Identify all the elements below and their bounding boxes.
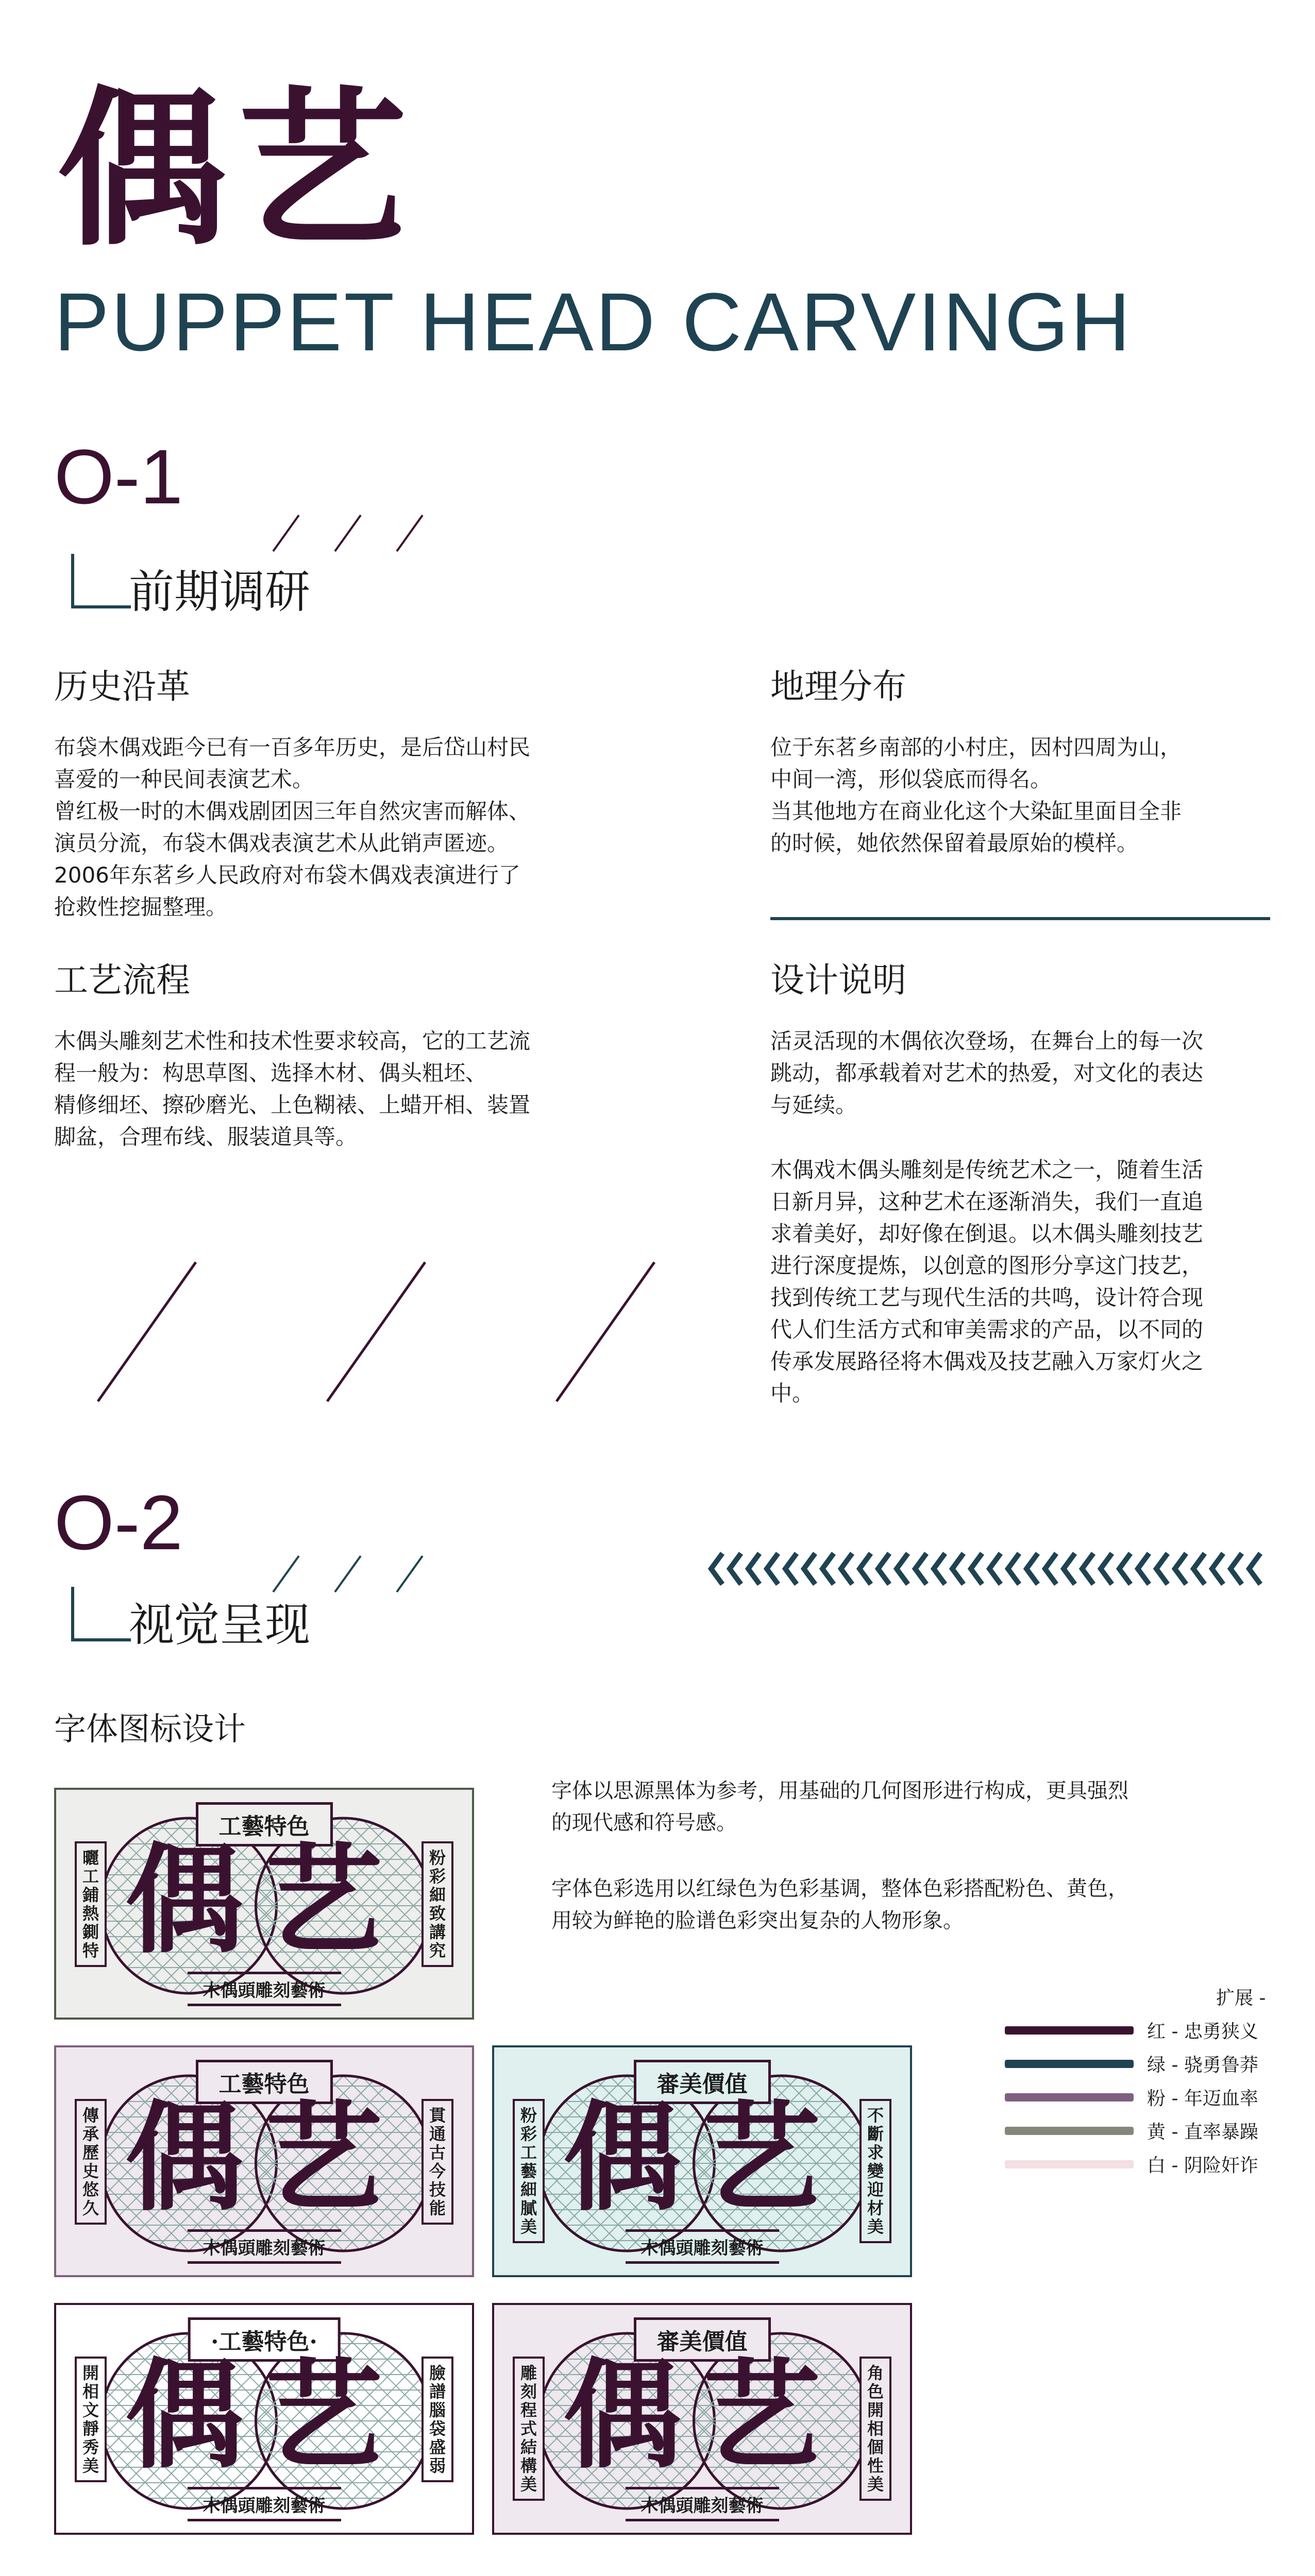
legend-swatch bbox=[1005, 2026, 1134, 2035]
logo-card bbox=[54, 2303, 474, 2535]
chevron-left-icon bbox=[1064, 1553, 1075, 1584]
legend-swatch bbox=[1005, 2060, 1134, 2068]
chevron-left-icon bbox=[1101, 1553, 1112, 1584]
main-title-cn: 偶艺 bbox=[57, 71, 417, 269]
legend-label: 粉 - 年迈血率 bbox=[1147, 2088, 1258, 2109]
section1-number: O-1 bbox=[54, 433, 183, 520]
legend-item-red bbox=[1005, 2017, 1258, 2043]
chevron-left-icon bbox=[1082, 1553, 1093, 1584]
card-bottom-banner: 木偶頭雕刻藝術 bbox=[188, 2487, 341, 2521]
chevron-left-icon bbox=[1156, 1553, 1168, 1584]
chevron-left-icon bbox=[1175, 1553, 1186, 1584]
chevron-left-icon bbox=[1008, 1553, 1019, 1584]
legend-swatch bbox=[1005, 2093, 1134, 2102]
section2-title: 视觉呈现 bbox=[129, 1598, 311, 1651]
card-right-plaque: 臉譜腦袋盛弱 bbox=[422, 2357, 453, 2482]
geography-line: 位于东茗乡南部的小村庄，因村四周为山， bbox=[770, 735, 1182, 760]
card-right-plaque: 角色開相個性美 bbox=[859, 2357, 891, 2501]
legend-item-yellow bbox=[1005, 2117, 1258, 2144]
legend-item-pink bbox=[1005, 2084, 1258, 2110]
chevron-left-icon bbox=[989, 1553, 1001, 1584]
legend-label: 黄 - 直率暴躁 bbox=[1147, 2122, 1258, 2143]
chevron-left-icon bbox=[897, 1553, 908, 1584]
card-bottom-banner: 木偶頭雕刻藝術 bbox=[626, 2229, 779, 2264]
card-top-banner: 審美價值 bbox=[634, 2060, 771, 2104]
history-line: 演员分流，布袋木偶戏表演艺术从此销声匿迹。 bbox=[54, 831, 509, 856]
font-desc-line: 用较为鲜艳的脸谱色彩突出复杂的人物形象。 bbox=[551, 1909, 964, 1933]
geography-heading: 地理分布 bbox=[770, 667, 906, 706]
chevron-row-decor bbox=[696, 1548, 1273, 1589]
process-text bbox=[54, 1025, 724, 1153]
chevron-left-icon bbox=[1138, 1553, 1149, 1584]
chevron-left-icon bbox=[804, 1553, 815, 1584]
logo-card bbox=[54, 2045, 474, 2277]
font-desc-b bbox=[551, 1873, 1283, 1937]
font-desc-a bbox=[551, 1775, 1283, 1839]
geography-line: 的时候，她依然保留着最原始的模样。 bbox=[770, 831, 1139, 856]
process-line: 程一般为：构思草图、选择木材、偶头粗坯、 bbox=[54, 1060, 487, 1086]
legend-item-green bbox=[1005, 2050, 1258, 2077]
chevron-left-icon bbox=[730, 1553, 741, 1584]
logo-card bbox=[54, 1788, 474, 2020]
design-line: 进行深度提炼，以创意的图形分享这门技艺， bbox=[770, 1253, 1204, 1278]
section2-subheading: 字体图标设计 bbox=[54, 1710, 246, 1748]
chevron-left-icon bbox=[785, 1553, 797, 1584]
section2-bracket bbox=[71, 1587, 131, 1641]
design-line: 求着美好，却好像在倒退。以木偶头雕刻技艺 bbox=[770, 1221, 1204, 1246]
card-top-banner: 工藝特色 bbox=[196, 1802, 333, 1846]
chevron-left-icon bbox=[971, 1553, 982, 1584]
design-heading: 设计说明 bbox=[770, 960, 906, 1000]
chevron-left-icon bbox=[841, 1553, 852, 1584]
font-desc-line: 字体色彩选用以红绿色为色彩基调，整体色彩搭配粉色、黄色， bbox=[551, 1877, 1128, 1901]
card-right-plaque: 粉彩細致講究 bbox=[422, 1841, 453, 1967]
chevron-left-icon bbox=[748, 1553, 760, 1584]
design-line: 日新月异，这种艺术在逐渐消失，我们一直追 bbox=[770, 1189, 1204, 1214]
card-top-banner: 工藝特色 bbox=[196, 2060, 333, 2104]
section2-number: O-2 bbox=[54, 1479, 183, 1566]
card-left-plaque: 粉彩工藝細膩美 bbox=[513, 2099, 545, 2243]
design-text-a bbox=[770, 1025, 1296, 1121]
chevron-left-icon bbox=[1045, 1553, 1056, 1584]
design-line: 跳动，都承载着对艺术的热爱，对文化的表达 bbox=[770, 1060, 1204, 1086]
card-logo-glyphs: 偶艺 bbox=[563, 2090, 841, 2228]
card-logo-glyphs: 偶艺 bbox=[125, 1832, 403, 1970]
design-line: 找到传统工艺与现代生活的共鸣，设计符合现 bbox=[770, 1285, 1204, 1310]
legend-label: 红 - 忠勇狭义 bbox=[1147, 2021, 1258, 2042]
chevron-left-icon bbox=[1193, 1553, 1205, 1584]
legend-label: 白 - 阴险奸诈 bbox=[1147, 2155, 1258, 2176]
history-line: 布袋木偶戏距今已有一百多年历史，是后岱山村民 bbox=[54, 735, 531, 760]
chevron-left-icon bbox=[1026, 1553, 1038, 1584]
process-heading: 工艺流程 bbox=[54, 960, 190, 1000]
chevron-left-icon bbox=[767, 1553, 778, 1584]
history-line: 曾红极一时的木偶戏剧团因三年自然灾害而解体、 bbox=[54, 799, 531, 824]
card-left-plaque: 雕刻程式結構美 bbox=[513, 2357, 545, 2501]
geography-line: 中间一湾，形似袋底而得名。 bbox=[770, 767, 1052, 792]
history-line: 2006年东茗乡人民政府对布袋木偶戏表演进行了 bbox=[54, 862, 520, 888]
card-left-plaque: 傳承歷史悠久 bbox=[75, 2099, 107, 2225]
card-right-plaque: 不斷求變迎材美 bbox=[859, 2099, 891, 2243]
card-logo-glyphs: 偶艺 bbox=[563, 2347, 841, 2485]
section2-slash-decor bbox=[268, 1551, 433, 1597]
card-bottom-banner: 木偶頭雕刻藝術 bbox=[626, 2487, 779, 2521]
design-line: 中。 bbox=[770, 1381, 814, 1406]
card-left-plaque: 曬工鋪熱鍘特 bbox=[75, 1841, 107, 1967]
history-heading: 历史沿革 bbox=[54, 667, 190, 706]
legend-label: 绿 - 骁勇鲁莽 bbox=[1147, 2055, 1258, 2076]
card-top-banner: ·工藝特色· bbox=[188, 2317, 341, 2362]
chevron-left-icon bbox=[878, 1553, 889, 1584]
section1-slash-decor bbox=[268, 510, 433, 556]
design-line: 传承发展路径将木偶戏及技艺融入万家灯火之 bbox=[770, 1349, 1204, 1374]
logo-card bbox=[492, 2303, 912, 2535]
process-line: 木偶头雕刻艺术性和技术性要求较高，它的工艺流 bbox=[54, 1028, 531, 1054]
history-line: 抢救性挖掘整理。 bbox=[54, 894, 228, 920]
process-line: 精修细坯、擦砂磨光、上色糊裱、上蜡开相、装置 bbox=[54, 1092, 531, 1117]
chevron-left-icon bbox=[1119, 1553, 1131, 1584]
geography-text bbox=[770, 732, 1296, 859]
legend-swatch bbox=[1005, 2127, 1134, 2135]
design-line: 活灵活现的木偶依次登场，在舞台上的每一次 bbox=[770, 1028, 1204, 1054]
card-bottom-banner: 木偶頭雕刻藝術 bbox=[188, 2229, 341, 2264]
section-divider bbox=[770, 917, 1270, 920]
chevron-left-icon bbox=[711, 1553, 722, 1584]
chevron-left-icon bbox=[859, 1553, 871, 1584]
chevron-left-icon bbox=[952, 1553, 964, 1584]
design-line: 代人们生活方式和审美需求的产品，以不同的 bbox=[770, 1317, 1204, 1342]
card-bottom-banner: 木偶頭雕刻藝術 bbox=[188, 1972, 341, 2006]
card-right-plaque: 貫通古今技能 bbox=[422, 2099, 453, 2225]
card-logo-glyphs: 偶艺 bbox=[125, 2347, 403, 2485]
card-left-plaque: 開相文靜秀美 bbox=[75, 2357, 107, 2482]
font-desc-line: 的现代感和符号感。 bbox=[551, 1811, 737, 1835]
section1-title: 前期调研 bbox=[129, 565, 311, 618]
chevron-left-icon bbox=[934, 1553, 945, 1584]
chevron-left-icon bbox=[822, 1553, 834, 1584]
chevron-left-icon bbox=[915, 1553, 926, 1584]
card-top-banner: 審美價值 bbox=[634, 2317, 771, 2362]
process-line: 脚盆，合理布线、服装道具等。 bbox=[54, 1124, 358, 1149]
large-slash-decor bbox=[93, 1257, 680, 1406]
design-text-b bbox=[770, 1154, 1296, 1410]
chevron-left-icon bbox=[1230, 1553, 1242, 1584]
design-line: 与延续。 bbox=[770, 1092, 857, 1117]
main-title-en: PUPPET HEAD CARVINGH bbox=[54, 276, 1133, 368]
chevron-left-icon bbox=[1212, 1553, 1223, 1584]
font-desc-line: 字体以思源黑体为参考，用基础的几何图形进行构成，更具强烈 bbox=[551, 1779, 1128, 1803]
chevron-left-icon bbox=[1249, 1553, 1260, 1584]
legend-item-white bbox=[1005, 2151, 1258, 2177]
geography-line: 当其他地方在商业化这个大染缸里面目全非 bbox=[770, 799, 1182, 824]
section1-bracket bbox=[71, 554, 131, 608]
legend-title: 扩展 - bbox=[1216, 1988, 1266, 2009]
legend-swatch bbox=[1005, 2160, 1134, 2168]
card-logo-glyphs: 偶艺 bbox=[125, 2090, 403, 2228]
history-text bbox=[54, 732, 724, 923]
logo-card bbox=[492, 2045, 912, 2277]
history-line: 喜爱的一种民间表演艺术。 bbox=[54, 767, 314, 792]
design-line: 木偶戏木偶头雕刻是传统艺术之一，随着生活 bbox=[770, 1157, 1204, 1182]
